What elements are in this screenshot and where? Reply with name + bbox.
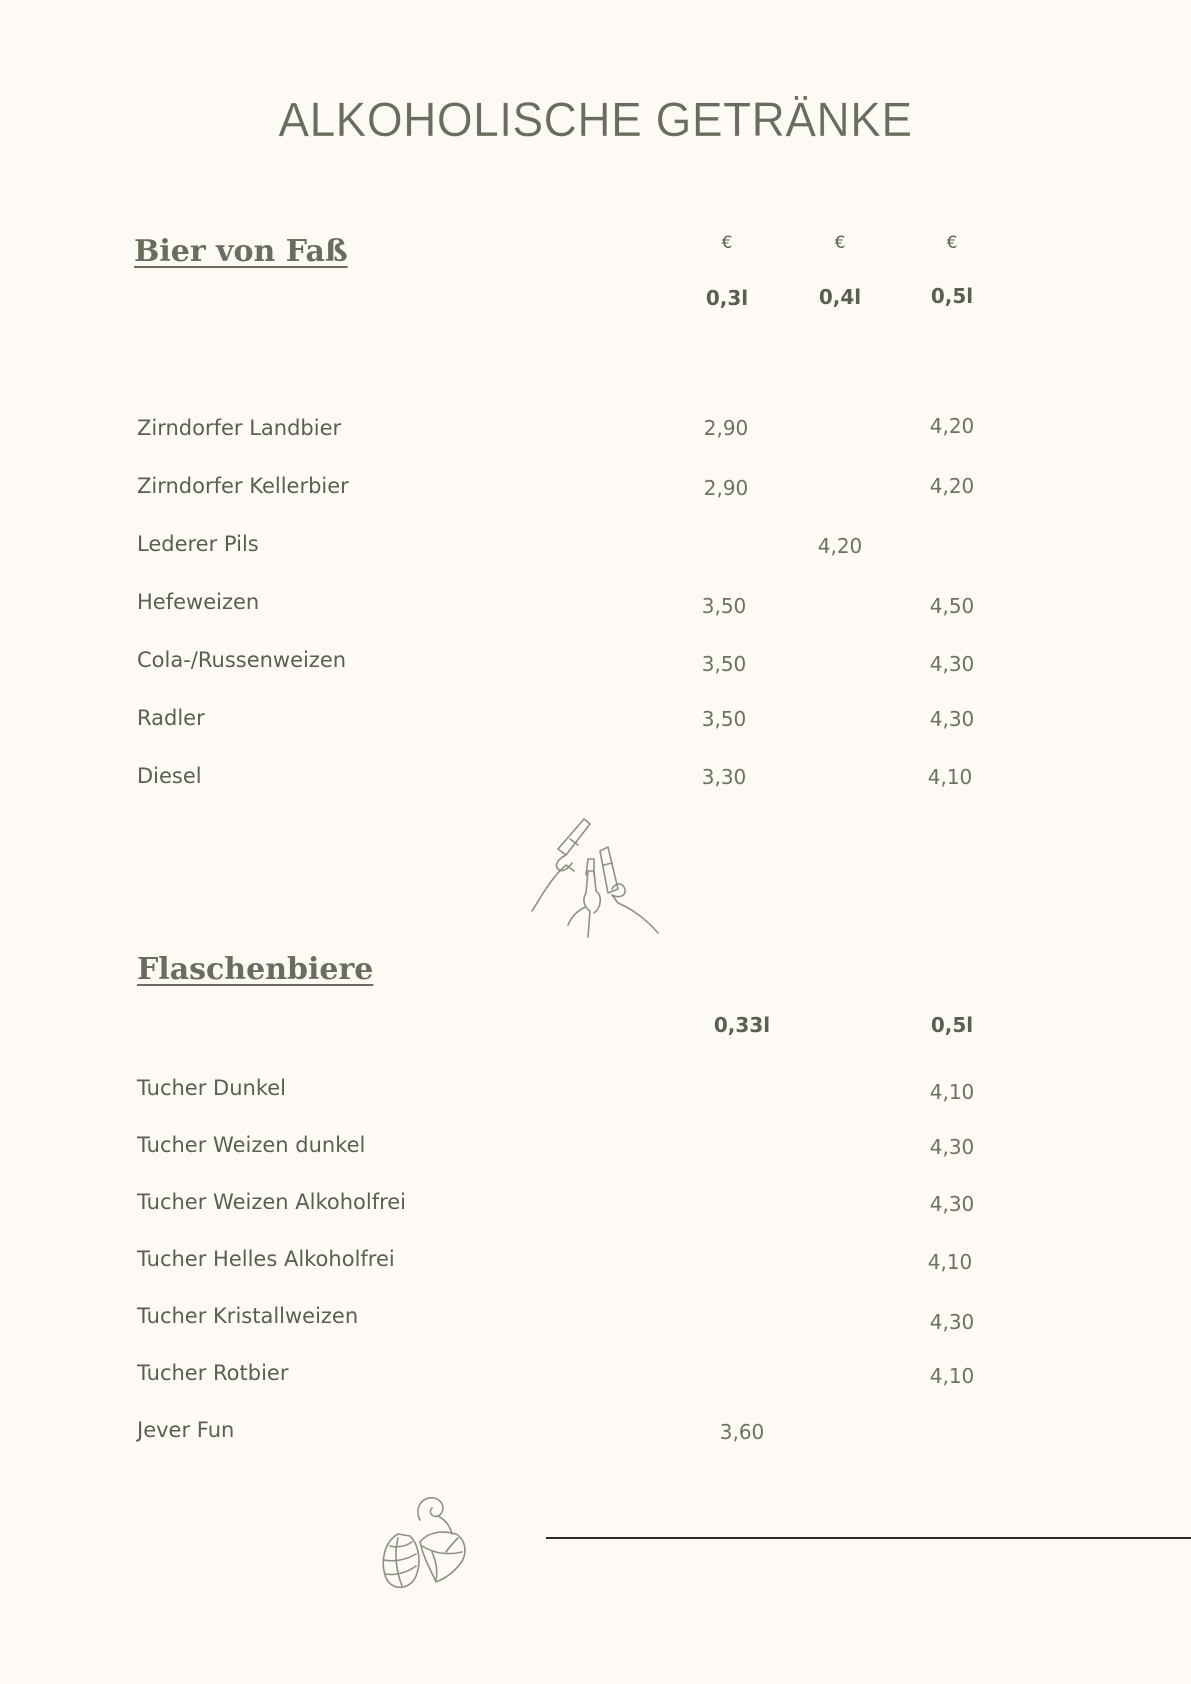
menu-item-name: Cola-/Russenweizen [137,648,347,672]
size-header-05: 0,5l [930,284,974,308]
menu-item-name: Zirndorfer Landbier [137,416,342,440]
menu-item-price: 2,90 [703,476,749,500]
menu-item-name: Zirndorfer Kellerbier [137,474,349,498]
menu-item-price: 3,30 [701,765,747,789]
currency-label: € [721,233,733,253]
cheers-bottles-icon [528,815,663,940]
menu-item-price: 4,30 [929,1310,975,1334]
hop-leaf-icon [376,1490,472,1592]
menu-item-price: 4,20 [929,414,975,438]
size-header-05: 0,5l [930,1013,974,1037]
menu-item-price: 2,90 [703,416,749,440]
menu-item-price: 4,20 [929,474,975,498]
currency-label: € [834,233,846,253]
menu-item-price: 4,30 [929,1135,975,1159]
menu-item-price: 4,10 [927,1250,973,1274]
menu-item-name: Diesel [137,764,202,788]
size-header-033: 0,33l [713,1013,771,1037]
menu-item-price: 4,10 [927,765,973,789]
menu-item-name: Jever Fun [137,1418,235,1442]
menu-item-price: 3,50 [701,594,747,618]
menu-item-name: Radler [137,706,205,730]
menu-item-name: Lederer Pils [137,532,259,556]
menu-item-price: 4,20 [817,534,863,558]
menu-item-price: 4,30 [929,652,975,676]
divider-line [546,1537,1191,1539]
menu-item-price: 3,50 [701,652,747,676]
page-title: ALKOHOLISCHE GETRÄNKE [278,91,913,147]
menu-item-name: Tucher Helles Alkoholfrei [137,1247,395,1271]
menu-item-price: 4,10 [929,1364,975,1388]
menu-item-price: 3,60 [719,1420,765,1444]
menu-item-price: 3,50 [701,707,747,731]
menu-item-name: Tucher Weizen Alkoholfrei [137,1190,407,1214]
menu-item-price: 4,30 [929,1192,975,1216]
menu-item-price: 4,50 [929,594,975,618]
section-heading-fassbier: Bier von Faß [134,234,348,269]
menu-item-name: Tucher Rotbier [137,1361,289,1385]
size-header-04: 0,4l [818,285,862,309]
section-heading-flaschenbiere: Flaschenbiere [137,952,374,987]
menu-item-name: Tucher Weizen dunkel [137,1133,366,1157]
currency-label: € [946,233,958,253]
size-header-03: 0,3l [705,286,749,310]
menu-item-name: Tucher Dunkel [137,1076,286,1100]
menu-item-name: Hefeweizen [137,590,260,614]
menu-item-name: Tucher Kristallweizen [137,1304,359,1328]
menu-item-price: 4,10 [929,1080,975,1104]
menu-item-price: 4,30 [929,707,975,731]
